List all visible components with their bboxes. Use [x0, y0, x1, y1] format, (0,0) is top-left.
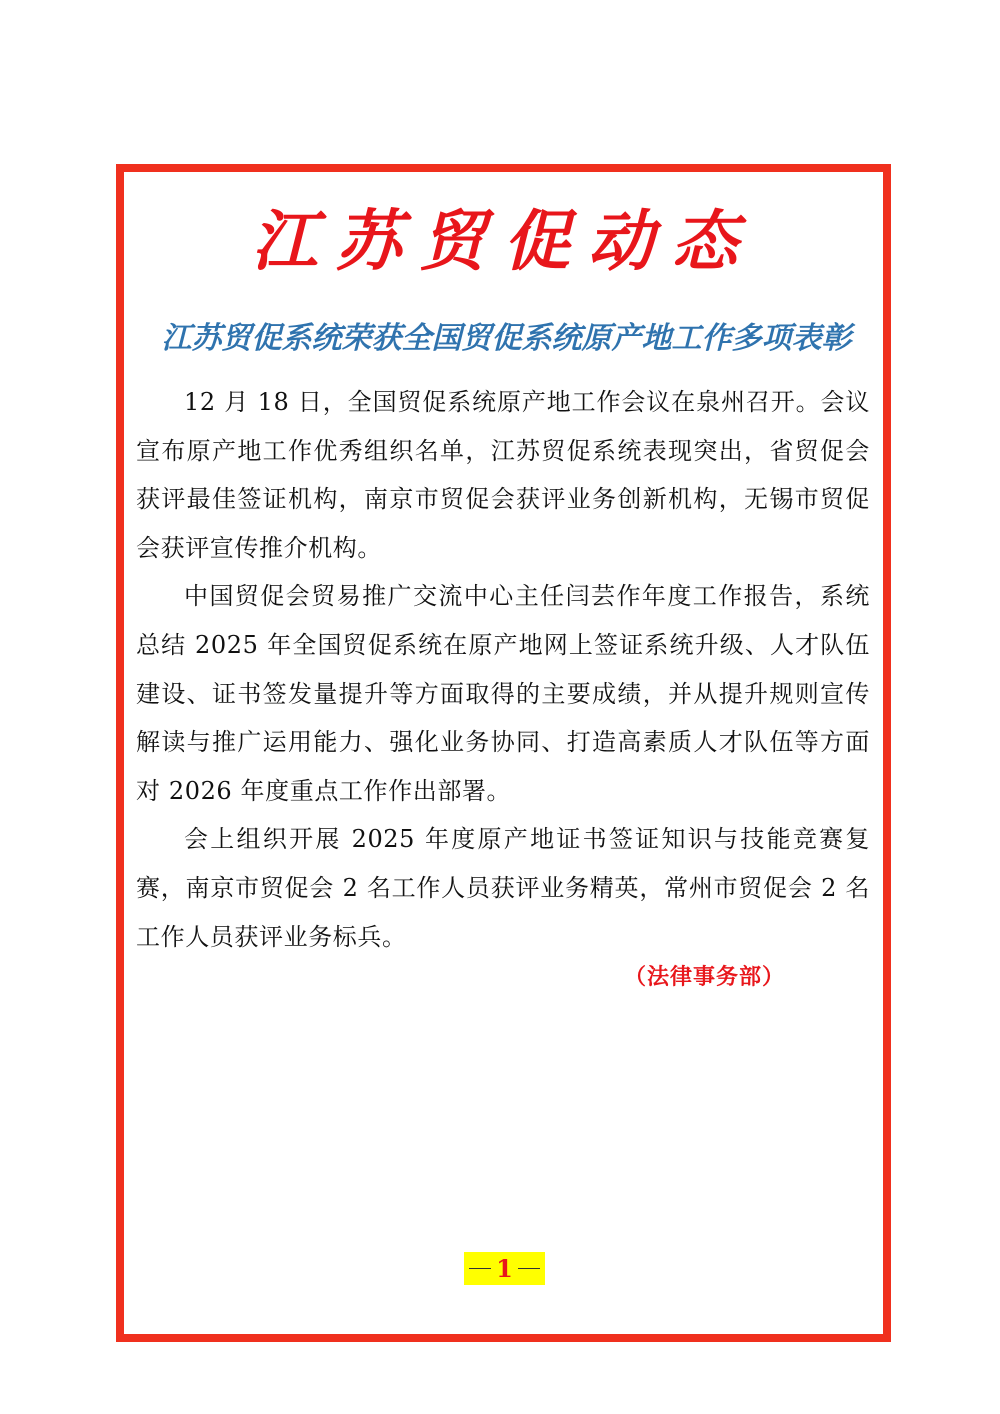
article-headline: 江苏贸促系统荣获全国贸促系统原产地工作多项表彰	[161, 321, 852, 356]
paragraph-2: 中国贸促会贸易推广交流中心主任闫芸作年度工作报告，系统总结 2025 年全国贸促系统在原产地网上签证系统升级、人才队伍建设、证书签发量提升等方面取得的主要成绩，并从提升规则宣传解读与推广运用能力、强化业务协同、打造高素质人才队伍等方面对 2026 年度重点工作作出部署。	[136, 582, 870, 805]
article-body	[136, 378, 870, 961]
masthead-title: 江苏贸促动态	[251, 202, 756, 280]
byline-department: （法律事务部）	[624, 964, 786, 990]
page-number: 1	[496, 1253, 513, 1283]
paragraph-1: 12 月 18 日，全国贸促系统原产地工作会议在泉州召开。会议宣布原产地工作优秀组织名单，江苏贸促系统表现突出，省贸促会获评最佳签证机构，南京市贸促会获评业务创新机构，无锡市贸促会获评宣传推介机构。	[136, 388, 870, 562]
dash-right	[518, 1268, 540, 1270]
dash-left	[469, 1268, 491, 1270]
page-number-badge	[464, 1252, 545, 1285]
paragraph-3: 会上组织开展 2025 年度原产地证书签证知识与技能竞赛复赛，南京市贸促会 2 名工作人员获评业务精英，常州市贸促会 2 名工作人员获评业务标兵。	[136, 825, 870, 951]
page-frame	[116, 164, 891, 1342]
